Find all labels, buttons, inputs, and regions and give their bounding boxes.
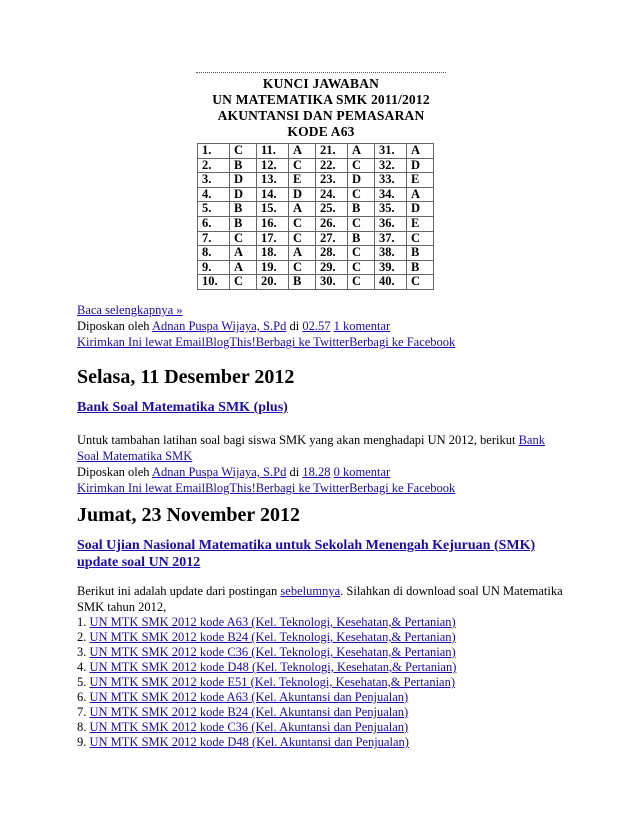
- question-number: 22.: [316, 158, 348, 173]
- answer-letter: C: [348, 246, 375, 261]
- question-number: 13.: [257, 173, 289, 188]
- question-number: 28.: [316, 246, 348, 261]
- posted-by-label: Diposkan oleh: [77, 319, 150, 333]
- question-number: 7.: [198, 231, 230, 246]
- answer-letter: C: [348, 187, 375, 202]
- question-number: 32.: [375, 158, 407, 173]
- read-more-line: [77, 302, 183, 318]
- post-title: [77, 399, 288, 416]
- date-header: Selasa, 11 Desember 2012: [77, 366, 295, 388]
- list-item: [77, 735, 572, 750]
- answer-key-divider: [196, 72, 446, 73]
- answer-letter: C: [289, 216, 316, 231]
- question-number: 21.: [316, 144, 348, 159]
- answer-letter: D: [348, 173, 375, 188]
- question-number: 38.: [375, 246, 407, 261]
- answer-letter: B: [230, 158, 257, 173]
- answer-letter: D: [289, 187, 316, 202]
- download-list: [77, 615, 572, 750]
- answer-key-row: [198, 260, 434, 275]
- answer-letter: C: [348, 275, 375, 290]
- post-title-link[interactable]: [77, 538, 535, 570]
- answer-letter: C: [230, 275, 257, 290]
- answer-letter: B: [348, 202, 375, 217]
- share-line: [77, 334, 455, 350]
- answer-letter: C: [348, 260, 375, 275]
- read-more-link[interactable]: Baca selengkapnya »: [77, 303, 183, 317]
- answer-letter: B: [289, 275, 316, 290]
- answer-letter: A: [348, 144, 375, 159]
- answer-key-row: [198, 246, 434, 261]
- answer-letter: C: [289, 158, 316, 173]
- question-number: 10.: [198, 275, 230, 290]
- question-number: 34.: [375, 187, 407, 202]
- question-number: 26.: [316, 216, 348, 231]
- list-item: [77, 705, 572, 720]
- download-link[interactable]: UN MTK SMK 2012 kode D48 (Kel. Teknologi, Kesehatan,& Pertanian): [89, 660, 457, 674]
- answer-letter: B: [407, 246, 434, 261]
- post-meta: [77, 318, 390, 334]
- answer-key-title-line: KUNCI JAWABAN: [262, 76, 380, 91]
- post-body-link[interactable]: Bank: [518, 433, 545, 447]
- answer-letter: B: [348, 231, 375, 246]
- answer-letter: A: [230, 246, 257, 261]
- download-link[interactable]: UN MTK SMK 2012 kode E51 (Kel. Teknologi, Kesehatan,& Pertanian): [89, 675, 455, 689]
- list-item: [77, 690, 572, 705]
- list-item-number: 5.: [77, 675, 87, 689]
- question-number: 5.: [198, 202, 230, 217]
- answer-key-row: [198, 144, 434, 159]
- question-number: 4.: [198, 187, 230, 202]
- question-number: 1.: [198, 144, 230, 159]
- list-item-number: 3.: [77, 645, 87, 659]
- question-number: 14.: [257, 187, 289, 202]
- answer-letter: E: [407, 173, 434, 188]
- answer-letter: A: [407, 187, 434, 202]
- list-item: [77, 645, 572, 660]
- answer-key-title-line: UN MATEMATIKA SMK 2011/2012: [212, 92, 430, 107]
- post-meta: [77, 464, 567, 480]
- answer-letter: C: [348, 216, 375, 231]
- answer-letter: C: [289, 231, 316, 246]
- question-number: 19.: [257, 260, 289, 275]
- answer-letter: D: [230, 187, 257, 202]
- question-number: 29.: [316, 260, 348, 275]
- question-number: 35.: [375, 202, 407, 217]
- list-item-number: 1.: [77, 615, 87, 629]
- comments-link[interactable]: 0 komentar: [333, 465, 391, 479]
- question-number: 18.: [257, 246, 289, 261]
- download-link[interactable]: UN MTK SMK 2012 kode B24 (Kel. Akuntansi dan Penjualan): [89, 705, 409, 719]
- share-links[interactable]: Kirimkan Ini lewat EmailBlogThis!Berbagi ke TwitterBerbagi ke Facebook: [77, 335, 456, 349]
- download-link[interactable]: UN MTK SMK 2012 kode C36 (Kel. Akuntansi dan Penjualan): [89, 720, 409, 734]
- share-links[interactable]: Kirimkan Ini lewat EmailBlogThis!Berbagi ke TwitterBerbagi ke Facebook: [77, 481, 456, 495]
- list-item: [77, 660, 572, 675]
- question-number: 40.: [375, 275, 407, 290]
- at-label: di: [289, 319, 300, 333]
- question-number: 37.: [375, 231, 407, 246]
- answer-key-row: [198, 158, 434, 173]
- answer-letter: D: [407, 158, 434, 173]
- download-link[interactable]: UN MTK SMK 2012 kode C36 (Kel. Teknologi, Kesehatan,& Pertanian): [89, 645, 456, 659]
- posted-by-label: Diposkan oleh: [77, 465, 150, 479]
- list-item: [77, 630, 572, 645]
- comments-link[interactable]: 1 komentar: [333, 319, 391, 333]
- answer-letter: C: [289, 260, 316, 275]
- answer-letter: C: [230, 144, 257, 159]
- answer-letter: E: [289, 173, 316, 188]
- answer-letter: A: [289, 202, 316, 217]
- answer-letter: D: [230, 173, 257, 188]
- author-link[interactable]: Adnan Puspa Wijaya, S.Pd: [152, 319, 287, 333]
- answer-key-row: [198, 187, 434, 202]
- question-number: 16.: [257, 216, 289, 231]
- list-item: [77, 720, 572, 735]
- answer-key-title-line: KODE A63: [287, 124, 355, 139]
- question-number: 9.: [198, 260, 230, 275]
- list-item-number: 2.: [77, 630, 87, 644]
- question-number: 23.: [316, 173, 348, 188]
- post-body: [77, 583, 572, 750]
- post-body: [77, 432, 567, 496]
- answer-key-title-line: AKUNTANSI DAN PEMASARAN: [217, 108, 425, 123]
- answer-letter: A: [407, 144, 434, 159]
- previous-post-link[interactable]: sebelumnya: [280, 584, 341, 598]
- date-header: Jumat, 23 November 2012: [77, 504, 300, 526]
- download-link[interactable]: UN MTK SMK 2012 kode A63 (Kel. Akuntansi dan Penjualan): [89, 690, 409, 704]
- question-number: 27.: [316, 231, 348, 246]
- question-number: 36.: [375, 216, 407, 231]
- answer-key-image: [195, 72, 447, 290]
- question-number: 33.: [375, 173, 407, 188]
- post-body-text: SMK tahun 2012,: [77, 600, 167, 614]
- list-item: [77, 675, 572, 690]
- post-body-link[interactable]: Soal Matematika SMK: [77, 449, 193, 463]
- list-item-number: 7.: [77, 705, 87, 719]
- post-body-text: . Silahkan di download soal UN Matematika: [340, 584, 563, 598]
- question-number: 2.: [198, 158, 230, 173]
- answer-key-row: [198, 275, 434, 290]
- answer-letter: A: [230, 260, 257, 275]
- post-body-text: Berikut ini adalah update dari postingan: [77, 584, 278, 598]
- question-number: 31.: [375, 144, 407, 159]
- answer-letter: B: [230, 202, 257, 217]
- answer-letter: A: [289, 246, 316, 261]
- post-title-link[interactable]: Bank Soal Matematika SMK (plus): [77, 400, 288, 415]
- question-number: 3.: [198, 173, 230, 188]
- list-item-number: 6.: [77, 690, 87, 704]
- question-number: 30.: [316, 275, 348, 290]
- answer-key-row: [198, 173, 434, 188]
- answer-letter: D: [407, 202, 434, 217]
- answer-letter: A: [289, 144, 316, 159]
- author-link[interactable]: Adnan Puspa Wijaya, S.Pd: [152, 465, 287, 479]
- question-number: 25.: [316, 202, 348, 217]
- post-title-line: update soal UN 2012: [77, 555, 201, 570]
- post-title: [77, 537, 535, 571]
- download-link[interactable]: UN MTK SMK 2012 kode B24 (Kel. Teknologi, Kesehatan,& Pertanian): [89, 630, 456, 644]
- list-item-number: 4.: [77, 660, 87, 674]
- answer-letter: B: [407, 260, 434, 275]
- question-number: 39.: [375, 260, 407, 275]
- answer-key-row: [198, 231, 434, 246]
- question-number: 15.: [257, 202, 289, 217]
- answer-key-title: [195, 76, 447, 140]
- post-time-link[interactable]: 18.28: [302, 465, 331, 479]
- question-number: 20.: [257, 275, 289, 290]
- question-number: 11.: [257, 144, 289, 159]
- question-number: 6.: [198, 216, 230, 231]
- download-link[interactable]: UN MTK SMK 2012 kode A63 (Kel. Teknologi, Kesehatan,& Pertanian): [89, 615, 456, 629]
- answer-letter: E: [407, 216, 434, 231]
- list-item: [77, 615, 572, 630]
- question-number: 17.: [257, 231, 289, 246]
- list-item-number: 8.: [77, 720, 87, 734]
- answer-letter: C: [348, 158, 375, 173]
- answer-letter: C: [407, 231, 434, 246]
- answer-key-row: [198, 216, 434, 231]
- at-label: di: [289, 465, 300, 479]
- answer-letter: B: [230, 216, 257, 231]
- question-number: 8.: [198, 246, 230, 261]
- download-link[interactable]: UN MTK SMK 2012 kode D48 (Kel. Akuntansi dan Penjualan): [89, 735, 409, 749]
- answer-key-table: [197, 143, 434, 290]
- answer-letter: C: [230, 231, 257, 246]
- list-item-number: 9.: [77, 735, 87, 749]
- question-number: 24.: [316, 187, 348, 202]
- answer-letter: C: [407, 275, 434, 290]
- question-number: 12.: [257, 158, 289, 173]
- answer-key-row: [198, 202, 434, 217]
- post-body-text: Untuk tambahan latihan soal bagi siswa SMK yang akan menghadapi UN 2012, berikut: [77, 433, 516, 447]
- post-time-link[interactable]: 02.57: [302, 319, 331, 333]
- post-title-line: Soal Ujian Nasional Matematika untuk Sekolah Menengah Kejuruan (SMK): [77, 538, 536, 553]
